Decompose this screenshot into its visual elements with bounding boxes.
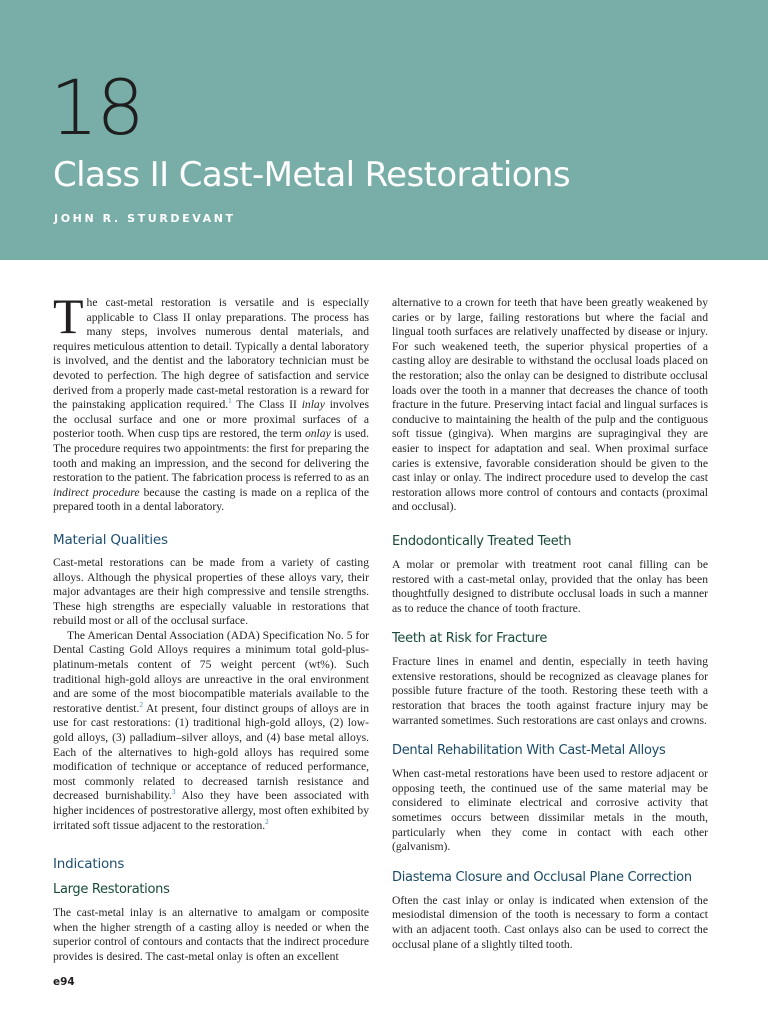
rehab-paragraph: When cast-metal restorations have been used to restore adjacent or opposing teeth, the continued use of the same material may be considered to eliminate electrical and corrosive activity that sometimes occurs between dissimilar metals in the mouth, particularly when they come in contact with each other (galvanism). (392, 767, 708, 854)
heading-indications: Indications (53, 856, 125, 873)
left-column (53, 288, 370, 965)
chapter-banner (0, 0, 768, 260)
large-restorations-paragraph: The cast-metal inlay is an alternative to amalgam or composite when the higher strength of a casting alloy is needed or when the superior control of contours and contacts that the indirect procedure provides is desired. The cast-metal onlay is often an excellent (53, 906, 369, 963)
intro-text-a: he cast-metal restoration is versatile and is especially applicable to Class II onlay preparations. The process has many steps, involves numerous dental materials, and requires meticulous attention to detail. Typically a dental laboratory is involved, and the dentist and the laboratory technician must be devoted to perfection. The high degree of satisfaction and service derived from a properly made cast-metal restoration is a reward for the painstaking application required. (53, 296, 369, 412)
heading-dental-rehabilitation: Dental Rehabilitation With Cast-Metal Alloys (392, 743, 666, 759)
term-indirect-procedure: indirect procedure (53, 485, 140, 499)
reference-link-3[interactable]: 3 (171, 788, 176, 797)
right-column (392, 296, 708, 952)
material-text-c: Also they have been associated with higher incidences of postrestorative allergy, most often exhibited by irritated soft tissue adjacent to the restoration. (53, 789, 369, 832)
large-restorations-continued: alternative to a crown for teeth that have been greatly weakened by caries or by large, failing restorations but where the facial and lingual tooth surfaces are relatively unaffected by disease or injury. For such weakened teeth, the superior physical properties of a casting alloy are desirable to withstand the occlusal loads placed on the restoration; also the onlay can be designed to distribute occlusal loads over the tooth in a manner that decreases the chance of tooth fracture in the future. Preserving intact facial and lingual surfaces is conducive to maintaining the health of the pulp and the contiguous soft tissue (gingiva). When margins are supragingival they are easier to inspect for adaptation and seal. When proximal surface caries is extensive, favorable consideration should be given to the cast inlay or onlay. The indirect procedure used to develop the cast restoration allows more control of contours and contacts (proximal and occlusal). (392, 296, 708, 514)
heading-material-qualities: Material Qualities (53, 531, 168, 548)
reference-link-2b[interactable]: 2 (265, 817, 269, 826)
term-inlay: inlay (301, 398, 325, 412)
intro-text-d: is used. The procedure requires two appointments: the first for preparing the tooth and making an impression, and the second for delivering the restoration to the patient. The fabrication process is referred to as an (53, 427, 369, 485)
term-onlay: onlay (304, 427, 331, 441)
heading-large-restorations: Large Restorations (53, 882, 170, 898)
page-number: e94 (53, 976, 75, 988)
heading-endodontic: Endodontically Treated Teeth (392, 533, 572, 549)
drop-cap: T (53, 288, 84, 344)
intro-text-e: because the casting is made on a replica of the prepared tooth in a dental laboratory. (53, 485, 369, 514)
intro-text-c: involves the occlusal surface and one or more proximal surfaces of a posterior tooth. When cusp tips are restored, the term (53, 398, 370, 441)
material-text-b: At present, four distinct groups of alloys are in use for cast restorations: (1) traditional high-gold alloys, (2) low-gold alloys, (3) palladium–silver alloys, and (4) base metal alloys. Each of the alternatives to high-gold alloys has required some modification of technique or acceptance of reduced performance, most commonly related to decreased tarnish resistance and decreased burnishability. (53, 701, 370, 803)
endodontic-paragraph: A molar or premolar with treatment root canal filling can be restored with a cast-metal onlay, provided that the onlay has been thoughtfully designed to distribute occlusal loads in such a manner as to reduce the chance of tooth fracture. (392, 557, 708, 615)
chapter-title: Class II Cast-Metal Restorations (53, 155, 570, 195)
reference-link-1[interactable]: 1 (228, 397, 232, 406)
heading-diastema: Diastema Closure and Occlusal Plane Correction (392, 869, 692, 885)
reference-link-2[interactable]: 2 (139, 700, 143, 709)
material-paragraph-1: Cast-metal restorations can be made from a variety of casting alloys. Although the physical properties of these alloys vary, their major advantages are their high compressive and tensile strengths. These high strengths are especially valuable in restorations that rebuild most or all of the occlusal surface. (53, 555, 369, 628)
intro-paragraph (53, 288, 370, 515)
heading-fracture-risk: Teeth at Risk for Fracture (392, 631, 548, 647)
diastema-paragraph: Often the cast inlay or onlay is indicated when extension of the mesiodistal dimension of the tooth is necessary to form a contact with an adjacent tooth. Cast onlays also can be used to correct the occlusal plane of a slightly tilted tooth. (392, 893, 708, 951)
material-text-a: The American Dental Association (ADA) Specification No. 5 for Dental Casting Gold Alloys requires a minimum total gold-plus-platinum-metals content of 75 weight percent (wt%). Such traditional high-gold alloys are unreactive in the oral environment and are some of the most biocompatible materials available to the restorative dentist. (53, 628, 369, 715)
author-name: JOHN R. STURDEVANT (54, 212, 236, 225)
fracture-paragraph: Fracture lines in enamel and dentin, especially in teeth having extensive restorations, should be recognized as cleavage planes for possible future fracture of the tooth. Restoring these teeth with a restoration that braces the tooth against fracture injury may be warranted sometimes. Such restorations are cast onlays and crowns. (392, 655, 708, 727)
material-paragraph-2 (53, 629, 369, 833)
intro-text-b: The Class II (231, 398, 302, 412)
chapter-number: 18 (50, 63, 143, 152)
